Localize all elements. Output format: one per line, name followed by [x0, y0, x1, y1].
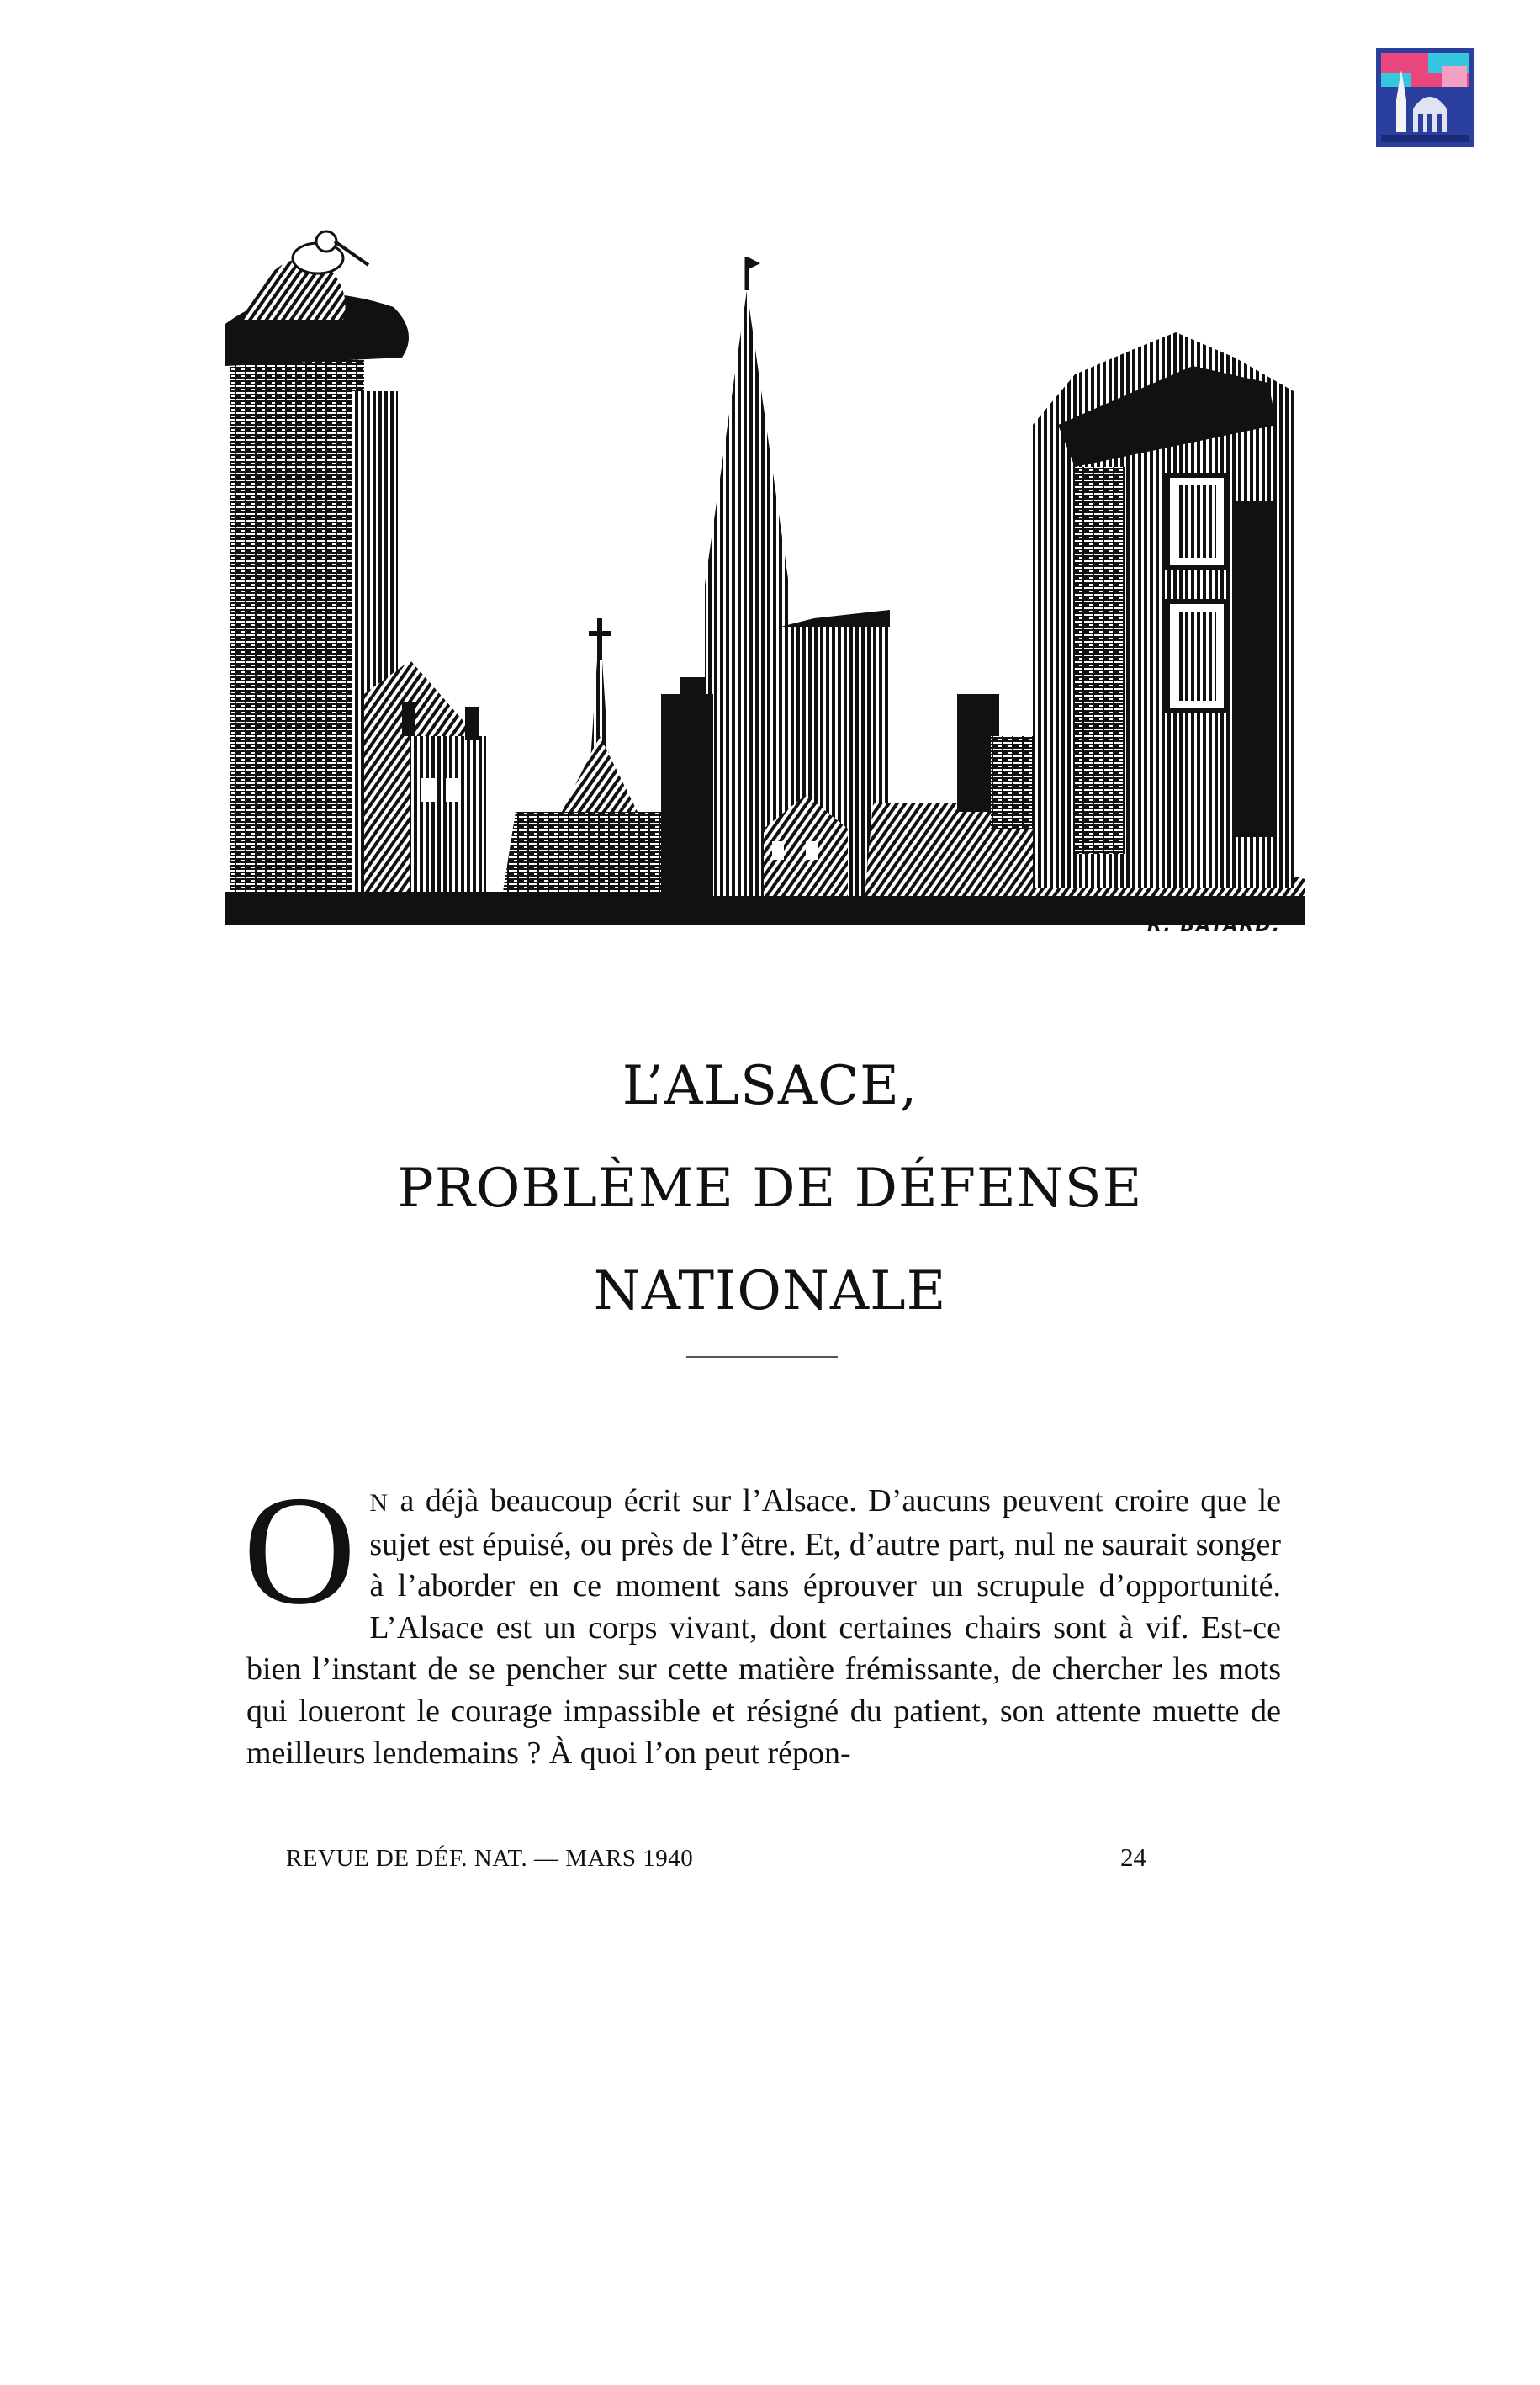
- drop-cap: O: [243, 1464, 357, 1637]
- strasbourg-rooftops-illustration: [225, 223, 1305, 925]
- library-logo: [1376, 48, 1474, 147]
- paragraph-text: a déjà beaucoup écrit sur l’Alsace. D’aucuns peuvent croire que le sujet est épuisé, ou près de l’être. Et, d’autre part, nul ne saurait songer à l’aborder en ce moment sans éprouver un scrupule d’opportunité. L’Alsace est un corps vivant, dont certaines chairs sont à vif. Est-ce bien l’instant de se pencher sur cette matière frémissante, de chercher les mots qui loueront le courage impassible et résigné du patient, son attente muette de meilleurs lendemains ? À quoi l’on peut répon-: [246, 1483, 1281, 1771]
- journal-footer: REVUE DE DÉF. NAT. — MARS 1940: [286, 1845, 694, 1872]
- illustration-signature: R. BAYARD.: [1147, 915, 1282, 936]
- lead-letter: N: [369, 1489, 389, 1517]
- title-divider: [686, 1356, 838, 1358]
- title-line-3: NATIONALE: [593, 1260, 947, 1322]
- article-paragraph: [243, 1464, 1281, 1774]
- title-line-2: PROBLÈME DE DÉFENSE: [397, 1158, 1143, 1220]
- page-number: 24: [1120, 1842, 1146, 1872]
- article-title: [252, 1035, 1288, 1343]
- title-line-1: L’ALSACE,: [622, 1055, 918, 1117]
